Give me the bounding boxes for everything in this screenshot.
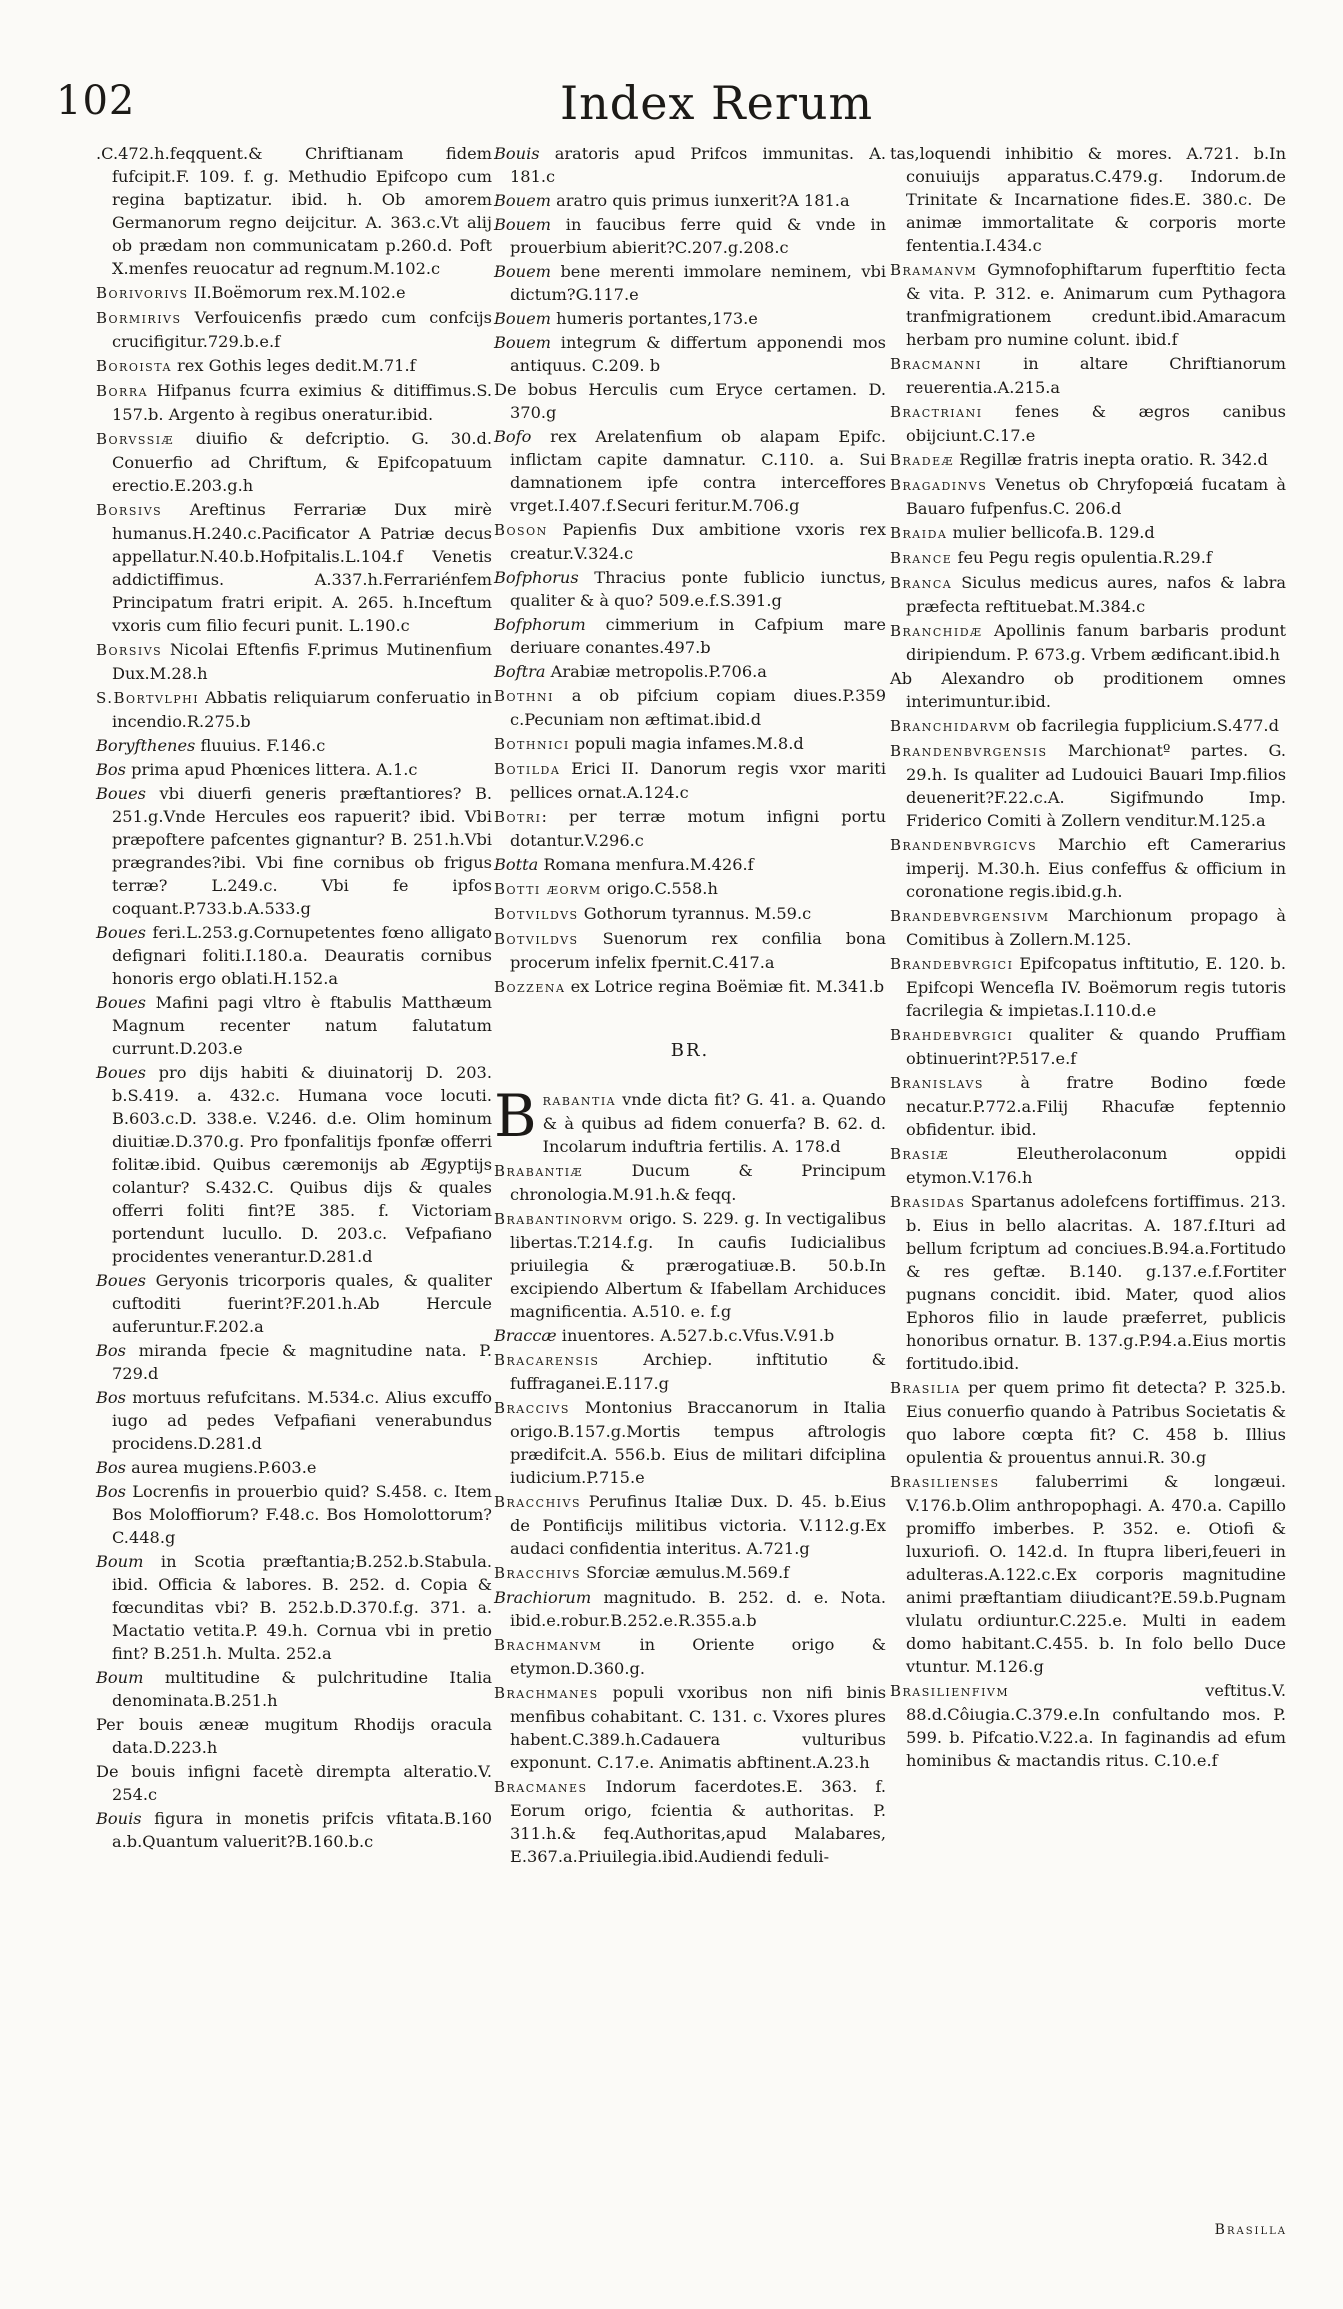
index-column-3	[890, 142, 1286, 1773]
index-entry	[890, 1190, 1286, 1375]
entry-headword: Brandebvrgici	[890, 955, 1014, 973]
index-entry-drop-cap	[494, 1082, 886, 1158]
entry-text: .C.472.h.feqquent.& Chriftianam fidem fufcipit.F. 109. f. g. Methudio Epifcopo cum regina baptizatur. ibid. h. Ob amorem Germanorum regno deijcitur. A. 363.c.Vt alij ob prædam non communicatam p.260.d. Poft X.menfes reuocatur ad regnum.M.102.c	[96, 144, 492, 278]
entry-text: Marchionum propago à Comitibus à Zollern.M.125.	[906, 906, 1286, 949]
entry-text: Mafini pagi vltro è ftabulis Matthæum Magnum recenter natum falutatum currunt.D.203.e	[112, 993, 492, 1058]
index-entry	[890, 714, 1286, 738]
index-entry	[890, 952, 1286, 1022]
entry-headword: Boues	[96, 1271, 146, 1290]
entry-headword: Boryfthenes	[96, 736, 196, 755]
entry-headword: Bothnici	[494, 735, 570, 753]
entry-text: a ob pifcium copiam diues.P.359 c.Pecuniam non æftimat.ibid.d	[510, 686, 886, 729]
entry-text: Gothorum tyrannus. M.59.c	[578, 904, 812, 923]
entry-headword: Brabantinorvm	[494, 1210, 624, 1228]
index-entry	[494, 260, 886, 306]
entry-text: Spartanus adolefcens fortiffimus. 213. b. Eius in bello alacritas. A. 187.f.Ituri ad bellum fcriptum ad conciues.B.94.a.Fortitudo & res geftæ. B.140. g.137.e.f.Fortiter pugnans concidit. ibid. Mater, quod alios Ephoros filio in laude præferret, publicis honoribus ornatur. B. 137.g.P.94.a.Eius mortis fortitudo.ibid.	[906, 1192, 1286, 1373]
entry-headword: Bractriani	[890, 403, 983, 421]
entry-headword: Brachmanes	[494, 1684, 599, 1702]
index-entry	[96, 1760, 492, 1806]
entry-text: Ducum & Principum chronologia.M.91.h.& feqq.	[510, 1161, 886, 1204]
entry-text: Marchio eft Camerarius imperij. M.30.h. Eius confeffus & officium in coronatione regis.ibid.g.h.	[906, 835, 1286, 901]
entry-headword: Bos	[96, 760, 126, 779]
entry-text: mulier bellicofa.B. 129.d	[947, 523, 1155, 542]
index-entry	[494, 877, 886, 901]
entry-text: Geryonis tricorporis quales, & qualiter cuftoditi fuerint?F.201.h.Ab Hercule auferuntur.F.202.a	[112, 1271, 492, 1336]
index-entry	[494, 1159, 886, 1206]
entry-text: Suenorum rex confilia bona procerum infelix fpernit.C.417.a	[510, 929, 886, 972]
index-column-2-part-a	[494, 142, 886, 999]
entry-text: Venetus ob Chryfopœiá fucatam à Bauaro fufpenfus.C. 206.d	[906, 475, 1286, 518]
entry-headword: Bouem	[494, 191, 551, 210]
entry-headword: Bofo	[494, 427, 532, 446]
index-column-2-part-b	[494, 1159, 886, 1868]
entry-headword: Bozzena	[494, 978, 566, 996]
index-entry	[494, 142, 886, 188]
entry-text: integrum & differtum apponendi mos antiquus. C.209. b	[510, 333, 886, 375]
index-entry	[96, 1713, 492, 1759]
index-entry	[494, 307, 886, 330]
entry-text: miranda fpecie & magnitudine nata. P. 729.d	[112, 1341, 492, 1383]
index-entry	[890, 473, 1286, 520]
entry-text: : per terræ motum infigni portu dotantur.V.296.c	[510, 807, 886, 850]
index-entry	[494, 805, 886, 852]
entry-text: aratro quis primus iunxerit?A 181.a	[551, 191, 850, 210]
entry-headword: Bos	[96, 1341, 126, 1360]
entry-headword: Borra	[96, 382, 149, 400]
index-entry	[96, 921, 492, 990]
entry-text: tas,loquendi inhibitio & mores. A.721. b.In conuiuijs apparatus.C.479.g. Indorum.de Trinitate & Incarnatione fides.E. 380.c. De animæ immortalitate & corporis morte fententia.I.434.c	[890, 144, 1286, 255]
entry-text: populi vxoribus non nifi binis menfibus cohabitant. C. 131. c. Vxores plures habent.C.389.h.Cadauera vulturibus exponunt. C.17.e. Animatis abftinent.A.23.h	[510, 1683, 886, 1772]
index-entry	[96, 281, 492, 305]
entry-text: Gymnofophiftarum fuperftitio fecta & vita. P. 312. e. Animarum cum Pythagora tranfmigrationem credunt.ibid.Amaracum herbam pro numine colunt. ibid.f	[906, 260, 1286, 349]
index-entry	[494, 566, 886, 612]
index-entry	[494, 902, 886, 926]
entry-text: diuifio & defcriptio. G. 30.d. Conuerfio ad Chriftum, & Epifcopatuum erectio.E.203.g.h	[112, 429, 492, 495]
entry-headword: Bofphorus	[494, 568, 579, 587]
entry-headword: Bouem	[494, 262, 551, 281]
entry-headword: rabantia	[542, 1091, 617, 1109]
entry-text: feu Pegu regis opulentia.R.29.f	[952, 548, 1212, 567]
entry-headword: Botta	[494, 855, 539, 874]
index-entry	[494, 1324, 886, 1347]
entry-headword: Boroista	[96, 357, 172, 375]
entry-headword: Boues	[96, 784, 146, 803]
entry-text: inuentores. A.527.b.c.Vfus.V.91.b	[556, 1326, 835, 1345]
entry-headword: Branchidæ	[890, 622, 983, 640]
entry-headword: Borivorivs	[96, 284, 189, 302]
entry-text: Regillæ fratris inepta oratio. R. 342.d	[954, 450, 1268, 469]
index-entry	[890, 352, 1286, 399]
entry-headword: Bos	[96, 1388, 126, 1407]
entry-headword: Branchidarvm	[890, 717, 1012, 735]
index-entry	[494, 425, 886, 517]
entry-headword: Bouem	[494, 215, 551, 234]
index-entry	[890, 1142, 1286, 1189]
entry-headword: Borvssiæ	[96, 430, 175, 448]
index-entry	[96, 638, 492, 685]
entry-text: Romana menfura.M.426.f	[538, 855, 754, 874]
entry-text: Thracius ponte fublicio iunctus, qualiter & à quo? 509.e.f.S.391.g	[510, 568, 886, 610]
entry-text: Locrenfis in prouerbio quid? S.458. c. Item Bos Moloffiorum? F.48.c. Bos Homolottorum?C.448.g	[112, 1482, 492, 1547]
index-entry	[890, 1679, 1286, 1772]
entry-text: Erici II. Danorum regis vxor mariti pellices ornat.A.124.c	[510, 759, 886, 802]
entry-headword: Bracarensis	[494, 1351, 600, 1369]
index-entry	[96, 734, 492, 757]
entry-headword: Boum	[96, 1668, 144, 1687]
index-entry	[96, 1339, 492, 1385]
index-entry	[494, 1681, 886, 1774]
entry-headword: Brandenbvrgicvs	[890, 836, 1038, 854]
entry-headword: Brahdebvrgici	[890, 1026, 1014, 1044]
entry-text: multitudine & pulchritudine Italia denominata.B.251.h	[112, 1668, 492, 1710]
entry-headword: Bracmanes	[494, 1778, 588, 1796]
entry-text: Archiep. inftitutio & fuffraganei.E.117.g	[510, 1350, 886, 1393]
entry-headword: Boson	[494, 521, 548, 539]
entry-text: Verfouicenfis prædo cum confcijs crucifigitur.729.b.e.f	[112, 308, 492, 351]
entry-text: fluuius. F.146.c	[195, 736, 326, 755]
entry-headword: Brasilienfivm	[890, 1682, 1010, 1700]
entry-headword: Bos	[96, 1458, 126, 1477]
entry-headword: Brabantiæ	[494, 1162, 584, 1180]
section-heading-br: BR.	[670, 1040, 710, 1061]
index-entry	[96, 1807, 492, 1853]
entry-text: Ab Alexandro ob proditionem omnes interimuntur.ibid.	[890, 669, 1286, 711]
entry-text: in Oriente origo & etymon.D.360.g.	[510, 1635, 886, 1678]
entry-text: in altare Chriftianorum reuerentia.A.215.a	[906, 354, 1286, 397]
entry-headword: Bormirivs	[96, 309, 182, 327]
entry-text: vnde dicta fit? G. 41. a. Quando & à quibus ad fidem conuerfa? B. 62. d. Incolarum induftria fertilis. A. 178.d	[542, 1090, 886, 1156]
entry-text: populi magia infames.M.8.d	[569, 734, 804, 753]
page-number: 102	[56, 78, 136, 124]
entry-headword: Botti æorvm	[494, 880, 602, 898]
entry-text: bene merenti immolare neminem, vbi dictum?G.117.e	[510, 262, 886, 304]
entry-text: in faucibus ferre quid & vnde in prouerbium abierit?C.207.g.208.c	[510, 215, 886, 257]
running-head-title: Index Rerum	[560, 76, 874, 130]
entry-text: De bobus Herculis cum Eryce certamen. D. 370.g	[494, 380, 886, 422]
entry-headword: Brasilia	[890, 1379, 961, 1397]
index-entry	[890, 448, 1286, 472]
entry-text: Abbatis reliquiarum conferuatio in incendio.R.275.b	[112, 688, 492, 731]
entry-headword: Brandenbvrgensis	[890, 742, 1048, 760]
index-entry	[494, 213, 886, 259]
index-entry	[890, 546, 1286, 570]
entry-text: Marchionatº partes. G. 29.h. Is qualiter ad Ludouici Bauari Imp.filios deuenerit?F.22.c.A. Sigifmundo Imp. Friderico Comiti à Zollern venditur.M.125.a	[906, 741, 1286, 830]
index-entry	[494, 975, 886, 999]
entry-headword: Boftra	[494, 662, 546, 681]
index-entry	[890, 904, 1286, 951]
entry-text: Epifcopatus inftitutio, E. 120. b. Epifcopi Wencefla IV. Boëmorum regis tutoris facrilegia & impietas.I.110.d.e	[906, 954, 1286, 1020]
entry-text: De bouis infigni facetè dirempta alteratio.V. 254.c	[96, 1762, 492, 1804]
entry-text: fenes & ægros canibus obijciunt.C.17.e	[906, 402, 1286, 445]
index-entry	[890, 1470, 1286, 1678]
entry-text: qualiter & quando Pruffiam obtinuerint?P.517.e.f	[906, 1025, 1286, 1068]
entry-text: in Scotia præftantia;B.252.b.Stabula. ibid. Officia & labores. B. 252. d. Copia & fœcunditas vbi? B. 252.b.D.370.f.g. 371. a. Mactatio vetita.P. 49.h. Cornua vbi in pretio fint? B.251.h. Multa. 252.a	[112, 1552, 492, 1663]
index-entry	[494, 757, 886, 804]
entry-headword: Boum	[96, 1552, 144, 1571]
entry-headword: Bracchivs	[494, 1493, 581, 1511]
entry-headword: Bracmanni	[890, 355, 982, 373]
index-entry	[494, 331, 886, 377]
index-column-2	[494, 142, 886, 1869]
entry-headword: Borsivs	[96, 641, 163, 659]
entry-headword: Bramanvm	[890, 261, 978, 279]
index-entry	[890, 833, 1286, 903]
index-entry	[890, 142, 1286, 257]
index-entry	[890, 571, 1286, 618]
entry-headword: Borsivs	[96, 501, 163, 519]
entry-headword: Bouis	[494, 144, 540, 163]
index-entry	[494, 1490, 886, 1560]
entry-headword: Brasidas	[890, 1193, 966, 1211]
entry-text: à fratre Bodino fœde necatur.P.772.a.Filij Rhacufæ feptennio obfidentur. ibid.	[906, 1073, 1286, 1139]
index-entry	[494, 1775, 886, 1868]
entry-headword: Brasilienses	[890, 1473, 1000, 1491]
entry-headword: S.Bortvlphi	[96, 689, 200, 707]
index-column-1	[96, 142, 492, 1854]
index-entry	[494, 660, 886, 683]
index-entry	[494, 378, 886, 424]
index-entry	[494, 853, 886, 876]
index-entry	[890, 1071, 1286, 1141]
entry-text: Montonius Braccanorum in Italia origo.B.157.g.Mortis tempus aftrologis prædifcit.A. 556.b. Eius de militari difciplina iudicium.P.715.e	[510, 1398, 886, 1487]
entry-headword: Botvildvs	[494, 905, 579, 923]
entry-headword: Brance	[890, 549, 953, 567]
entry-headword: Boues	[96, 993, 146, 1012]
entry-headword: Bouis	[96, 1809, 142, 1828]
entry-text: prima apud Phœnices littera. A.1.c	[125, 760, 418, 779]
index-entry	[890, 739, 1286, 832]
entry-text: Eleutherolaconum oppidi etymon.V.176.h	[906, 1144, 1286, 1187]
entry-text: rex Arelatenfium ob alapam Epifc. inflictam capite damnatur. C.110. a. Sui damnationem ipfe contra interceffores vrget.I.407.f.Securi feritur.M.706.g	[510, 427, 886, 515]
index-entry	[494, 732, 886, 756]
index-entry	[96, 142, 492, 280]
entry-text: Indorum facerdotes.E. 363. f. Eorum origo, fcientia & authoritas. P. 311.h.& feq.Authoritas,apud Malabares, E.367.a.Priuilegia.ibid.Audiendi feduli-	[510, 1777, 886, 1866]
entry-headword: Bofphorum	[494, 615, 586, 634]
index-entry	[494, 1396, 886, 1489]
index-entry	[494, 1633, 886, 1680]
entry-headword: Brachiorum	[494, 1588, 592, 1607]
index-entry	[890, 667, 1286, 713]
entry-text: aurea mugiens.P.603.e	[125, 1458, 317, 1477]
index-entry	[890, 258, 1286, 351]
entry-text: magnitudo. B. 252. d. e. Nota. ibid.e.robur.B.252.e.R.355.a.b	[510, 1588, 886, 1630]
index-entry	[96, 1061, 492, 1268]
entry-headword: Brasiæ	[890, 1145, 950, 1163]
entry-headword: Boues	[96, 1063, 146, 1082]
entry-text: aratoris apud Prifcos immunitas. A. 181.c	[510, 144, 886, 186]
index-entry	[96, 306, 492, 353]
index-entry	[494, 613, 886, 659]
index-entry	[96, 1550, 492, 1665]
entry-headword: Bos	[96, 1482, 126, 1501]
entry-text: ex Lotrice regina Boëmiæ fit. M.341.b	[565, 977, 885, 996]
entry-headword: Bouem	[494, 309, 551, 328]
entry-headword: Braccæ	[494, 1326, 557, 1345]
entry-text: Siculus medicus aures, nafos & labra præfecta reftituebat.M.384.c	[906, 573, 1286, 616]
entry-headword: Branca	[890, 574, 953, 592]
entry-text: origo.C.558.h	[601, 879, 718, 898]
entry-headword: Bracchivs	[494, 1564, 581, 1582]
entry-text: II.Boëmorum rex.M.102.e	[188, 283, 406, 302]
index-entry	[96, 427, 492, 497]
entry-text: humeris portantes,173.e	[551, 309, 758, 328]
entry-text: ob facrilegia fupplicium.S.477.d	[1011, 716, 1279, 735]
index-entry	[494, 927, 886, 974]
entry-headword: Bothni	[494, 687, 554, 705]
index-entry	[890, 1023, 1286, 1070]
entry-headword: Botvildvs	[494, 930, 579, 948]
entry-text: feri.L.253.g.Cornupetentes fœno alligato defignari foliti.I.180.a. Deauratis cornibus honoris ergo oblati.H.152.a	[112, 923, 492, 988]
entry-text: figura in monetis prifcis vfitata.B.160 a.b.Quantum valuerit?B.160.b.c	[112, 1809, 492, 1851]
entry-headword: Brachmanvm	[494, 1636, 603, 1654]
index-entry	[96, 379, 492, 426]
index-entry	[494, 1207, 886, 1323]
entry-text: vbi diuerfi generis præftantiores? B. 251.g.Vnde Hercules eos rapuerit? ibid. Vbi præpoftere pafcentes gignantur? B. 251.h.Vbi prægrandes?ibi. Vbi fine cornibus ob frigus terræ? L.249.c. Vbi fe ipfos coquant.P.733.b.A.533.g	[112, 784, 492, 918]
entry-headword: Brandebvrgensivm	[890, 907, 1050, 925]
index-entry	[890, 619, 1286, 666]
entry-headword: Bradeæ	[890, 451, 955, 469]
entry-text: Per bouis æneæ mugitum Rhodijs oracula data.D.223.h	[96, 1715, 492, 1757]
entry-text: Sforciæ æmulus.M.569.f	[581, 1563, 790, 1582]
index-entry	[96, 1480, 492, 1549]
index-entry	[96, 1456, 492, 1479]
entry-headword: Botilda	[494, 760, 561, 778]
entry-text: mortuus refufcitans. M.534.c. Alius excuffo iugo ad pedes Vefpafiani venerabundus procidens.D.281.d	[112, 1388, 492, 1453]
index-entry	[96, 1386, 492, 1455]
entry-text: origo. S. 229. g. In vectigalibus libertas.T.214.f.g. In caufis Iudicialibus priuilegia & prærogatiuæ.B. 50.b.In excipiendo Albertum & Ifabellam Archiduces magnificentia. A.510. e. f.g	[510, 1209, 886, 1321]
entry-text: Areftinus Ferrariæ Dux mirè humanus.H.240.c.Pacificator A Patriæ decus appellatur.N.40.b.Hofpitalis.L.104.f Venetis addictiffimus. A.337.h.Ferrariénfem Principatum fratri eripit. A. 265. h.Inceftum vxoris cum filio fecuri punit. L.190.c	[112, 500, 492, 635]
index-entry	[494, 518, 886, 565]
entry-text: cimmerium in Cafpium mare deriuare conantes.497.b	[510, 615, 886, 657]
entry-text: Nicolai Eftenfis F.primus Mutinenfium Dux.M.28.h	[112, 640, 492, 683]
entry-headword: Bouem	[494, 333, 551, 352]
entry-text: pro dijs habiti & diuinatorij D. 203. b.S.419. a. 432.c. Humana voce locuti. B.603.c.D. 338.e. V.246. d.e. Olim hominum diuitiæ.D.370.g. Pro fponfalitijs fponfæ offerri folitæ.ibid. Quibus cæremonijs ab Ægyptijs colantur? S.432.C. Quibus dijs & quales offerri foliti fint?E 385. f. Victoriam portendunt lucullo. D. 203.c. Vefpafiano procidentes venerantur.D.281.d	[112, 1063, 492, 1266]
index-entry	[494, 1348, 886, 1395]
catchword: Brasilla	[1214, 2222, 1287, 2238]
index-entry	[494, 1586, 886, 1632]
entry-text: Arabiæ metropolis.P.706.a	[545, 662, 767, 681]
entry-text: Hifpanus fcurra eximius & ditiffimus.S. 157.b. Argento à regibus oneratur.ibid.	[112, 381, 492, 424]
index-entry	[96, 354, 492, 378]
entry-headword: Braccivs	[494, 1399, 570, 1417]
entry-text: per quem primo fit detecta? P. 325.b. Eius conuerfio quando à Patribus Societatis & quo labore cœpta fit? C. 458 b. Illius opulentia & prouentus annui.R. 30.g	[906, 1378, 1286, 1467]
index-entry	[96, 991, 492, 1060]
index-entry	[96, 686, 492, 733]
index-entry	[890, 521, 1286, 545]
index-entry	[96, 1666, 492, 1712]
index-entry	[890, 400, 1286, 447]
index-entry	[96, 1269, 492, 1338]
entry-headword: Boues	[96, 923, 146, 942]
entry-text: veftitus.V. 88.d.Côiugia.C.379.e.In confultando mos. P. 599. b. Pifcatio.V.22.a. In faginandis ad efum hominibus & mactandis ritus. C.10.e.f	[906, 1681, 1286, 1770]
entry-headword: Botri	[494, 808, 542, 826]
entry-text: faluberrimi & longæui. V.176.b.Olim anthropophagi. A. 470.a. Capillo promiffo imberbes. P. 352. e. Otiofi & luxuriofi. O. 142.d. In ftupra liberi,feueri in adulteras.A.122.c.Ex corporis magnitudine animi præftantiam diiudicant?E.59.b.Pugnam vlulatu ordiuntur.C.225.e. Multi in eadem domo habitant.C.455. b. In folo bello Duce vtuntur. M.126.g	[906, 1472, 1286, 1676]
index-entry	[494, 684, 886, 731]
index-entry	[890, 1376, 1286, 1469]
entry-text: Perufinus Italiæ Dux. D. 45. b.Eius de Pontificijs militibus victoria. V.112.g.Ex audaci confidentia interitus. A.721.g	[510, 1492, 886, 1558]
index-entry	[96, 758, 492, 781]
entry-text: rex Gothis leges dedit.M.71.f	[171, 356, 416, 375]
entry-headword: Branislavs	[890, 1074, 984, 1092]
index-entry	[96, 498, 492, 637]
entry-headword: Bragadinvs	[890, 476, 988, 494]
entry-headword: Braida	[890, 524, 948, 542]
index-entry	[96, 782, 492, 920]
entry-text: Papienfis Dux ambitione vxoris rex creatur.V.324.c	[510, 520, 886, 563]
entry-text: Apollinis fanum barbaris produnt diripiendum. P. 673.g. Vrbem ædificant.ibid.h	[906, 621, 1286, 664]
index-entry	[494, 1561, 886, 1585]
drop-cap-letter: B	[494, 1082, 537, 1150]
index-entry	[494, 189, 886, 212]
